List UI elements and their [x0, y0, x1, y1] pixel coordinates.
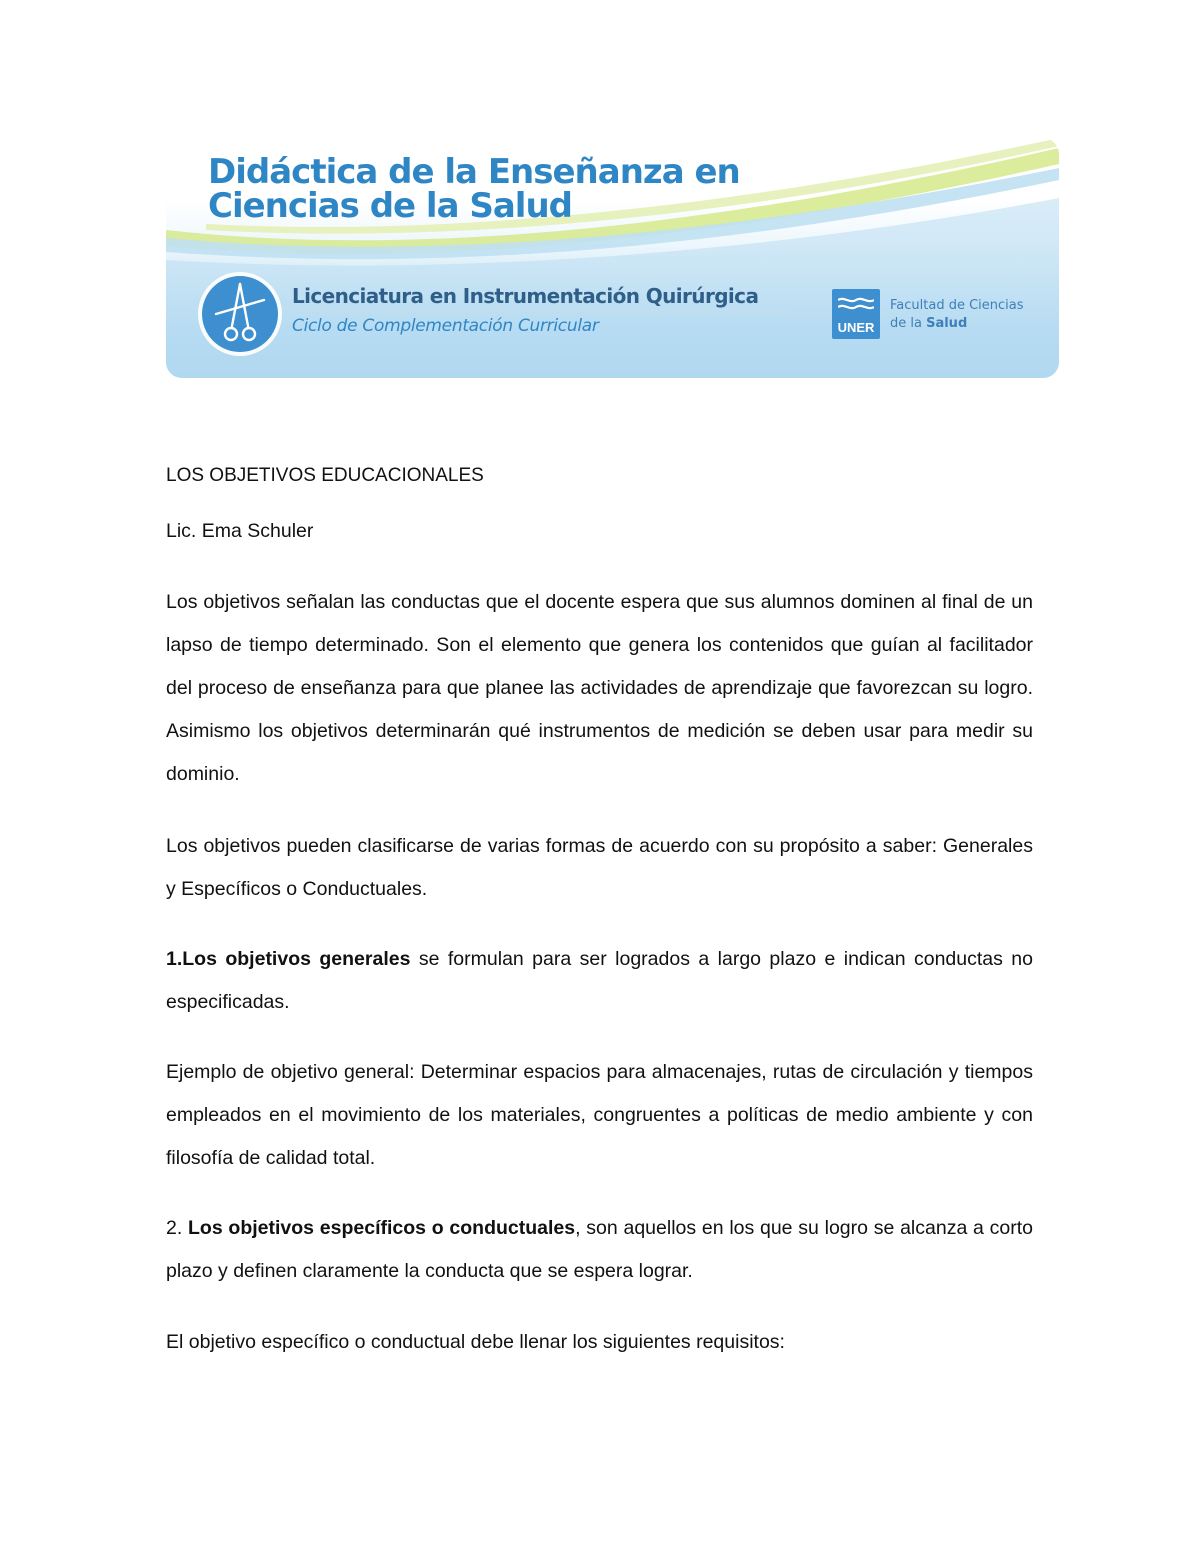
specific-objectives-text: , son aquellos en los que su logro se alcanza a corto plazo y definen claramente la conducta que se espera lograr.	[166, 1217, 1033, 1282]
banner-title-line2: Ciencias de la Salud	[208, 186, 572, 226]
general-objectives-text: se formulan para ser logrados a largo plazo e indican conductas no especificadas.	[166, 948, 1033, 1013]
specific-objectives-term: Los objetivos específicos o conductuales	[188, 1217, 576, 1239]
uner-logo	[832, 289, 880, 339]
banner-divider	[292, 310, 792, 311]
paragraph-general-objectives	[166, 938, 1033, 1024]
paragraph-general-example: Ejemplo de objetivo general: Determinar espacios para almacenajes, rutas de circulación y tiempos empleados en el movimiento de los materiales, congruentes a políticas de medio ambiente y con filosofía de calidad total.	[166, 1061, 1033, 1169]
surgical-scissors-icon	[196, 270, 284, 358]
course-banner	[166, 138, 1059, 378]
uner-logo-text: UNER	[837, 320, 875, 335]
paragraph-intro: Los objetivos señalan las conductas que el docente espera que sus alumnos dominen al final de un lapso de tiempo determinado. Son el elemento que genera los contenidos que guían al facilitador del proceso de enseñanza para que planee las actividades de aprendizaje que favorezcan su logro. Asimismo los objetivos determinarán qué instrumentos de medición se deben usar para medir su dominio.	[166, 591, 1033, 785]
general-objectives-term: 1.Los objetivos generales	[166, 948, 411, 970]
faculty-name-line2	[890, 316, 967, 331]
document-title: LOS OBJETIVOS EDUCACIONALES	[166, 465, 484, 486]
faculty-name-prefix: de la	[890, 316, 927, 331]
banner-title-line1: Didáctica de la Enseñanza en	[208, 152, 740, 192]
document-author: Lic. Ema Schuler	[166, 520, 314, 542]
uner-waves-icon	[838, 295, 874, 313]
banner-program-name: Licenciatura en Instrumentación Quirúrgica	[292, 284, 759, 308]
faculty-name-bold: Salud	[926, 316, 968, 331]
paragraph-requirements-intro: El objetivo específico o conductual debe llenar los siguientes requisitos:	[166, 1331, 785, 1353]
faculty-name-line1: Facultad de Ciencias	[890, 298, 1024, 313]
paragraph-classification: Los objetivos pueden clasificarse de varias formas de acuerdo con su propósito a saber: Generales y Específicos o Conductuales.	[166, 835, 1033, 900]
banner-cycle-name: Ciclo de Complementación Curricular	[292, 316, 599, 336]
paragraph-specific-objectives	[166, 1207, 1033, 1293]
specific-objectives-number: 2.	[166, 1217, 189, 1239]
